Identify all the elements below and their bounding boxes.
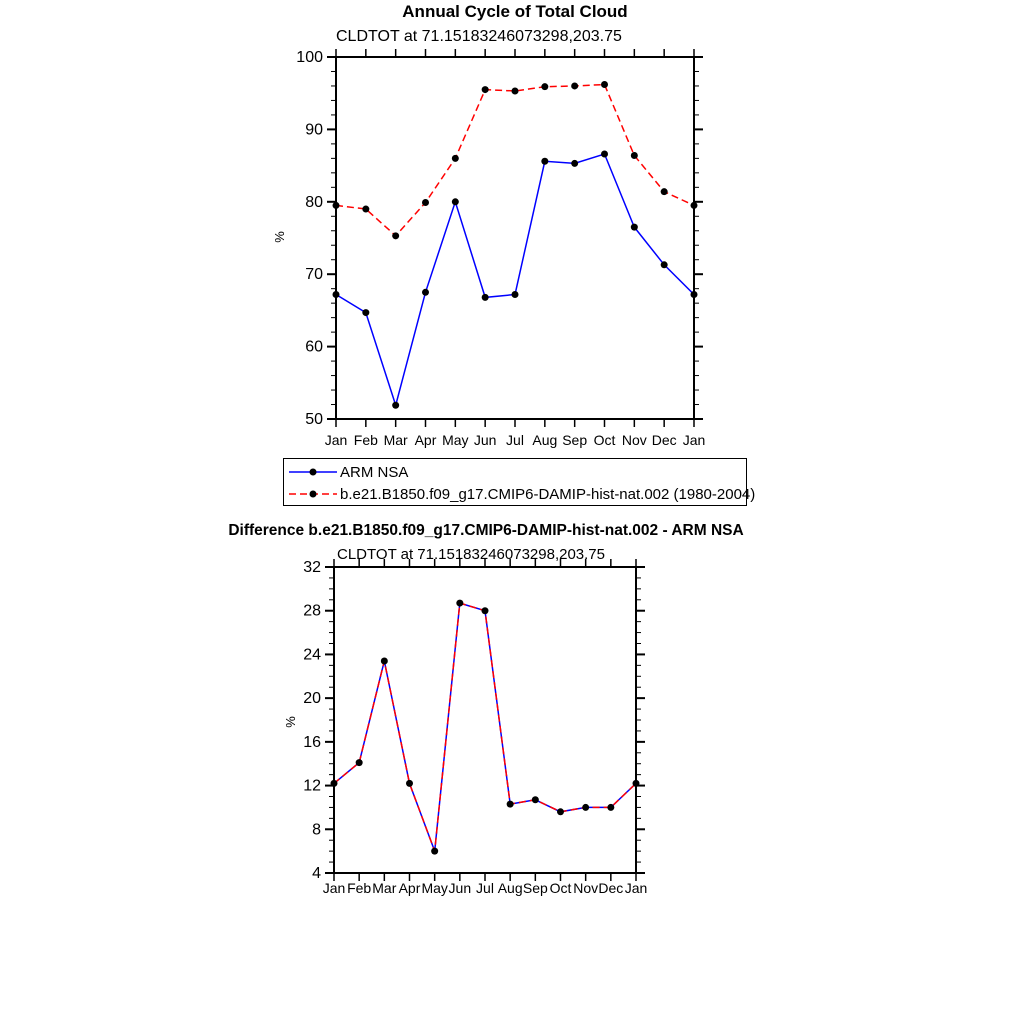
data-point-marker	[356, 759, 363, 766]
y-axis-tick-label: 100	[296, 49, 323, 66]
x-axis-month-label: Jul	[506, 432, 524, 448]
x-axis-month-label: Jan	[624, 880, 648, 896]
y-axis-tick-label: 90	[305, 121, 323, 139]
x-axis-month-label: Nov	[621, 432, 647, 448]
data-point-marker	[406, 780, 413, 787]
y-axis-tick-label: 80	[305, 193, 323, 211]
x-axis-month-label: Jan	[322, 880, 346, 896]
y-axis-tick-label: 50	[305, 411, 323, 428]
y-axis-tick-label: 20	[303, 690, 321, 708]
data-point-marker	[452, 155, 459, 162]
x-axis-month-label: Aug	[532, 432, 558, 448]
data-point-marker	[601, 81, 608, 88]
y-axis-label: %	[283, 716, 298, 728]
data-point-marker	[422, 289, 429, 296]
data-point-marker	[333, 202, 340, 209]
x-axis-month-label: Dec	[651, 432, 677, 448]
data-point-marker	[691, 202, 698, 209]
y-axis-tick-label: 28	[303, 602, 321, 620]
series-line-0-overlay	[334, 603, 636, 851]
x-axis-month-label: May	[442, 432, 469, 448]
data-point-marker	[601, 151, 608, 158]
data-point-marker	[557, 808, 564, 815]
data-point-marker	[541, 158, 548, 165]
x-axis-month-label: Jan	[682, 432, 706, 448]
data-point-marker	[512, 291, 519, 298]
x-axis-month-label: Jul	[476, 880, 494, 896]
x-axis-month-label: Mar	[383, 432, 408, 448]
data-point-marker	[392, 402, 399, 409]
legend-marker-dot-icon	[310, 469, 317, 476]
y-axis-tick-label: 8	[312, 821, 321, 839]
plot-border	[336, 57, 694, 419]
data-point-marker	[631, 224, 638, 231]
data-point-marker	[532, 796, 539, 803]
data-point-marker	[571, 160, 578, 167]
x-axis-month-label: Dec	[598, 880, 624, 896]
x-axis-month-label: Nov	[573, 880, 599, 896]
data-point-marker	[431, 848, 438, 855]
x-axis-month-label: Jan	[324, 432, 348, 448]
x-axis-month-label: Mar	[372, 880, 397, 896]
legend-row-model	[287, 483, 756, 505]
data-point-marker	[661, 188, 668, 195]
data-point-marker	[541, 83, 548, 90]
x-axis-month-label: Feb	[353, 432, 378, 448]
x-axis-month-label: Oct	[593, 432, 616, 448]
series-line-0	[334, 603, 636, 851]
data-point-marker	[392, 232, 399, 239]
legend-label-arm-nsa: ARM NSA	[340, 463, 409, 481]
data-point-marker	[607, 804, 614, 811]
data-point-marker	[362, 309, 369, 316]
data-point-marker	[381, 657, 388, 664]
legend-sample-dashed-line	[287, 488, 339, 500]
data-point-marker	[482, 607, 489, 614]
data-point-marker	[582, 804, 589, 811]
x-axis-month-label: Jun	[473, 432, 497, 448]
legend-sample-solid-line	[287, 466, 339, 478]
data-point-marker	[482, 86, 489, 93]
data-point-marker	[507, 801, 514, 808]
data-point-marker	[362, 206, 369, 213]
x-axis-month-label: Sep	[522, 880, 548, 896]
series-line-1	[336, 85, 694, 236]
series-line-0	[336, 154, 694, 405]
legend-box	[283, 458, 756, 506]
x-axis-month-label: Feb	[347, 880, 372, 896]
data-point-marker	[571, 82, 578, 89]
annual-cycle-chart-subtitle: CLDTOT at 71.15183246073298,203.75	[336, 28, 622, 45]
y-axis-tick-label: 24	[303, 646, 321, 664]
difference-chart-title: Difference b.e21.B1850.f09_g17.CMIP6-DAMIP-hist-nat.002 - ARM NSA	[228, 522, 744, 539]
data-point-marker	[452, 198, 459, 205]
data-point-marker	[631, 152, 638, 159]
legend-marker-dot-icon	[310, 491, 317, 498]
data-point-marker	[456, 600, 463, 607]
annual-cycle-chart-title: Annual Cycle of Total Cloud	[402, 2, 628, 21]
y-axis-tick-label: 60	[305, 338, 323, 356]
x-axis-month-label: Oct	[549, 880, 572, 896]
data-point-marker	[691, 291, 698, 298]
y-axis-tick-label: 70	[305, 266, 323, 284]
data-point-marker	[331, 780, 338, 787]
x-axis-month-label: Apr	[414, 432, 437, 448]
data-point-marker	[482, 294, 489, 301]
x-axis-month-label: Jun	[448, 880, 472, 896]
x-axis-month-label: May	[421, 880, 448, 896]
y-axis-tick-label: 16	[303, 733, 321, 751]
y-axis-label: %	[272, 231, 287, 243]
data-point-marker	[333, 291, 340, 298]
data-point-marker	[512, 88, 519, 95]
data-point-marker	[422, 199, 429, 206]
y-axis-tick-label: 32	[303, 559, 321, 576]
data-point-marker	[661, 261, 668, 268]
x-axis-month-label: Apr	[398, 880, 421, 896]
y-axis-tick-label: 12	[303, 777, 321, 795]
data-point-marker	[633, 780, 640, 787]
difference-chart-subtitle: CLDTOT at 71.15183246073298,203.75	[337, 546, 605, 563]
y-axis-tick-label: 4	[312, 865, 321, 882]
legend-row-arm-nsa	[287, 461, 746, 483]
legend-label-model: b.e21.B1850.f09_g17.CMIP6-DAMIP-hist-nat.002 (1980-2004)	[340, 485, 756, 503]
x-axis-month-label: Aug	[497, 880, 523, 896]
x-axis-month-label: Sep	[562, 432, 588, 448]
